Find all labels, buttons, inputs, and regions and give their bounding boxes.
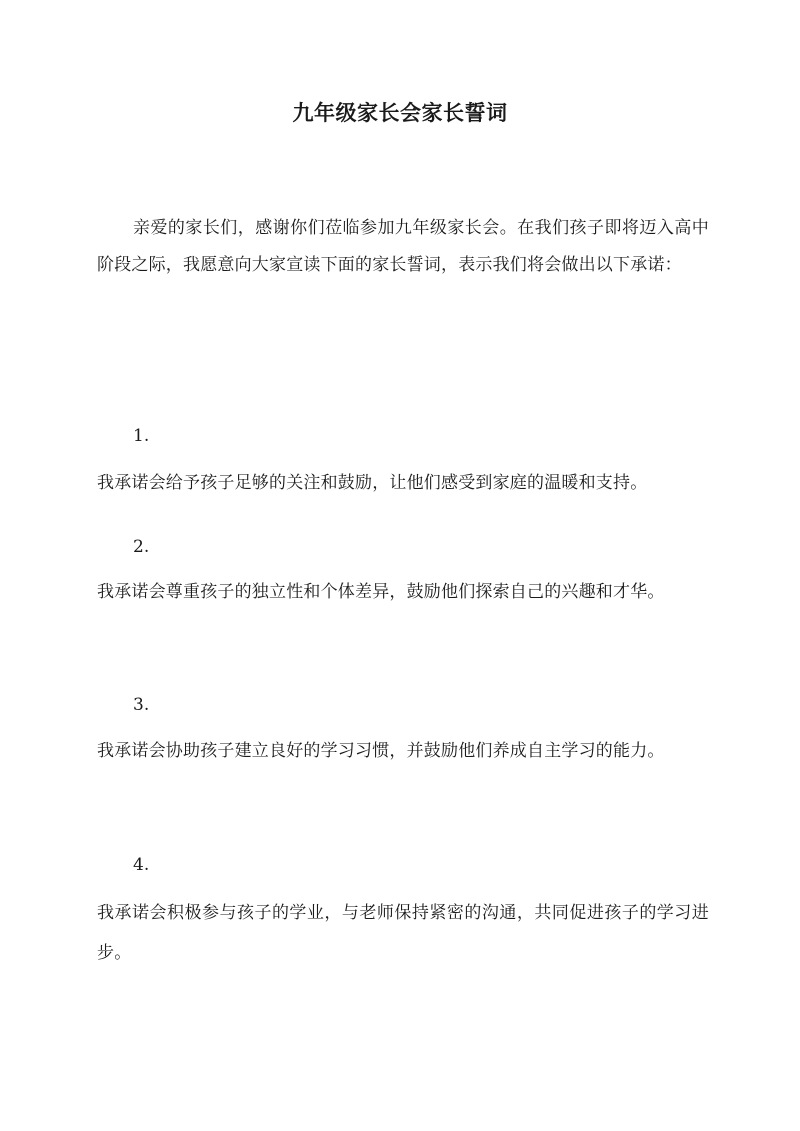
- pledge-number-2: 2.: [133, 537, 150, 557]
- pledge-number-3: 3.: [133, 695, 150, 715]
- pledge-text-2: 我承诺会尊重孩子的独立性和个体差异，鼓励他们探索自己的兴趣和才华。: [97, 582, 665, 602]
- intro-paragraph: 亲爱的家长们，感谢你们莅临参加九年级家长会。在我们孩子即将迈入高中阶段之际，我愿意向大家宣读下面的家长誓词，表示我们将会做出以下承诺：: [97, 218, 709, 275]
- pledge-text-4: 我承诺会积极参与孩子的学业，与老师保持紧密的沟通，共同促进孩子的学习进步。: [97, 903, 709, 963]
- pledge-text-1: 我承诺会给予孩子足够的关注和鼓励，让他们感受到家庭的温暖和支持。: [97, 473, 648, 493]
- pledge-number-1: 1.: [133, 426, 150, 446]
- pledge-text-3: 我承诺会协助孩子建立良好的学习习惯，并鼓励他们养成自主学习的能力。: [97, 741, 665, 761]
- pledge-number-4: 4.: [133, 855, 150, 875]
- document-title: 九年级家长会家长誓词: [292, 100, 508, 125]
